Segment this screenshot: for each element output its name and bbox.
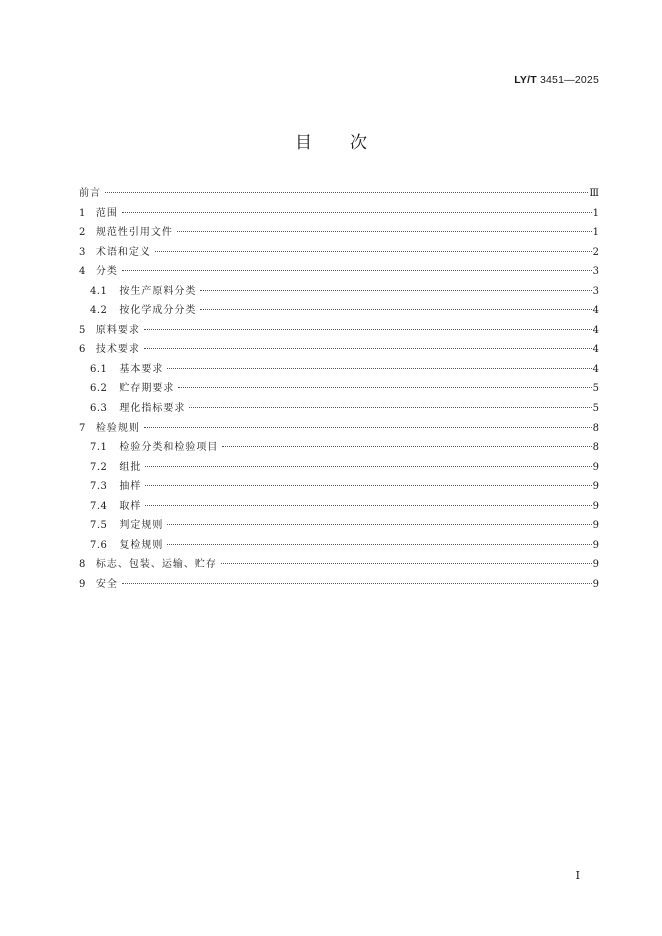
toc-entry-label: 原料要求 [95, 324, 140, 336]
toc-dot-leader [155, 250, 592, 252]
toc-dot-leader [122, 582, 592, 584]
toc-entry-page: 3 [592, 285, 599, 297]
toc-entry[interactable] [79, 243, 599, 263]
toc-entry-label: 贮存期要求 [119, 383, 175, 395]
toc-entry[interactable] [79, 379, 599, 399]
toc-dot-leader [200, 289, 591, 291]
toc-dot-leader [144, 347, 592, 349]
toc-entry-number: 6 [79, 344, 86, 356]
toc-entry-number: 5 [79, 324, 86, 336]
toc-dot-leader [145, 504, 591, 506]
toc-entry[interactable] [79, 184, 599, 204]
toc-entry-label: 分类 [95, 266, 118, 278]
toc-entry[interactable] [79, 262, 599, 282]
toc-title-char-2: 次 [350, 133, 367, 153]
toc-entry-label: 按化学成分分类 [119, 305, 197, 317]
toc-entry[interactable] [79, 360, 599, 380]
toc-entry-page: 9 [592, 500, 599, 512]
toc-entry-page: 5 [592, 383, 599, 395]
standard-code-number: 3451—2025 [539, 74, 599, 86]
toc-entry[interactable] [79, 438, 599, 458]
toc-entry-page: 1 [592, 207, 599, 219]
toc-dot-leader [145, 484, 591, 486]
toc-entry-number: 6.3 [90, 403, 108, 415]
toc-entry-label: 范围 [95, 207, 118, 219]
standard-code [514, 74, 599, 86]
toc-entry-label: 组批 [119, 461, 142, 473]
toc-dot-leader [122, 269, 592, 271]
toc-entry-number: 7.1 [90, 442, 108, 454]
toc-entry[interactable] [79, 575, 599, 595]
toc-entry-number: 1 [79, 207, 86, 219]
toc-dot-leader [167, 543, 591, 545]
toc-entry-label: 基本要求 [119, 363, 164, 375]
toc-dot-leader [177, 230, 592, 232]
toc-entry-number: 6.1 [90, 363, 108, 375]
toc-entry-page: 8 [592, 422, 599, 434]
toc-dot-leader [167, 523, 591, 525]
toc-entry-label: 理化指标要求 [119, 403, 186, 415]
toc-entry[interactable] [79, 497, 599, 517]
toc-entry-label: 规范性引用文件 [95, 227, 173, 239]
toc-entry-page: 2 [592, 246, 599, 258]
toc-entry[interactable] [79, 419, 599, 439]
toc-entry[interactable] [79, 516, 599, 536]
toc-entry-number: 2 [79, 227, 86, 239]
toc-entry-label: 按生产原料分类 [119, 285, 197, 297]
standard-code-prefix: LY/T [514, 74, 537, 86]
toc-entry-number: 4.2 [90, 305, 108, 317]
toc-entry-page: 4 [592, 324, 599, 336]
toc-entry[interactable] [79, 477, 599, 497]
toc-entry[interactable] [79, 301, 599, 321]
toc-dot-leader [122, 211, 592, 213]
toc-entry-page: 4 [592, 344, 599, 356]
toc-entry[interactable] [79, 321, 599, 341]
toc-dot-leader [105, 191, 588, 193]
toc-entry-number: 7 [79, 422, 86, 434]
toc-title [0, 128, 662, 153]
toc-entry-number: 7.2 [90, 461, 108, 473]
toc-entry-label: 抽样 [119, 481, 142, 493]
table-of-contents [79, 184, 599, 594]
toc-entry[interactable] [79, 204, 599, 224]
toc-entry-label: 检验规则 [95, 422, 140, 434]
toc-entry-page: 9 [592, 539, 599, 551]
toc-entry-number: 4.1 [90, 285, 108, 297]
toc-dot-leader [222, 445, 591, 447]
toc-entry-page: 1 [592, 227, 599, 239]
toc-entry-label: 前言 [79, 188, 101, 199]
toc-entry-number: 7.6 [90, 539, 108, 551]
toc-entry-label: 安全 [95, 578, 118, 590]
toc-entry-page: 9 [592, 481, 599, 493]
toc-entry[interactable] [79, 555, 599, 575]
toc-entry-page: Ⅲ [589, 188, 599, 199]
toc-entry[interactable] [79, 536, 599, 556]
toc-entry-page: 9 [592, 559, 599, 571]
toc-entry-page: 5 [592, 403, 599, 415]
toc-entry-page: 4 [592, 363, 599, 375]
toc-entry-page: 9 [592, 461, 599, 473]
toc-entry[interactable] [79, 282, 599, 302]
page-number: I [575, 869, 580, 882]
toc-entry-page: 9 [592, 520, 599, 532]
toc-entry-page: 8 [592, 442, 599, 454]
toc-entry-label: 取样 [119, 500, 142, 512]
toc-dot-leader [221, 562, 592, 564]
toc-dot-leader [145, 465, 591, 467]
toc-entry-page: 3 [592, 266, 599, 278]
toc-entry-number: 4 [79, 266, 86, 278]
toc-entry-number: 7.3 [90, 481, 108, 493]
toc-entry-number: 6.2 [90, 383, 108, 395]
toc-entry[interactable] [79, 399, 599, 419]
toc-dot-leader [189, 406, 591, 408]
toc-entry-label: 标志、包装、运输、贮存 [95, 559, 217, 571]
toc-entry[interactable] [79, 223, 599, 243]
toc-entry-label: 术语和定义 [95, 246, 151, 258]
toc-entry-page: 4 [592, 305, 599, 317]
toc-entry-label: 检验分类和检验项目 [119, 442, 219, 454]
toc-entry-number: 3 [79, 246, 86, 258]
toc-dot-leader [144, 328, 592, 330]
toc-dot-leader [167, 367, 591, 369]
toc-entry-label: 复检规则 [119, 539, 164, 551]
toc-entry-label: 判定规则 [119, 520, 164, 532]
toc-entry-number: 7.5 [90, 520, 108, 532]
toc-dot-leader [178, 386, 591, 388]
toc-entry[interactable] [79, 458, 599, 478]
toc-entry-page: 9 [592, 578, 599, 590]
toc-dot-leader [200, 308, 591, 310]
toc-entry-number: 9 [79, 578, 86, 590]
toc-entry-label: 技术要求 [95, 344, 140, 356]
toc-dot-leader [144, 426, 592, 428]
toc-entry[interactable] [79, 340, 599, 360]
toc-entry-number: 7.4 [90, 500, 108, 512]
toc-title-char-1: 目 [295, 133, 312, 153]
toc-entry-number: 8 [79, 559, 86, 571]
